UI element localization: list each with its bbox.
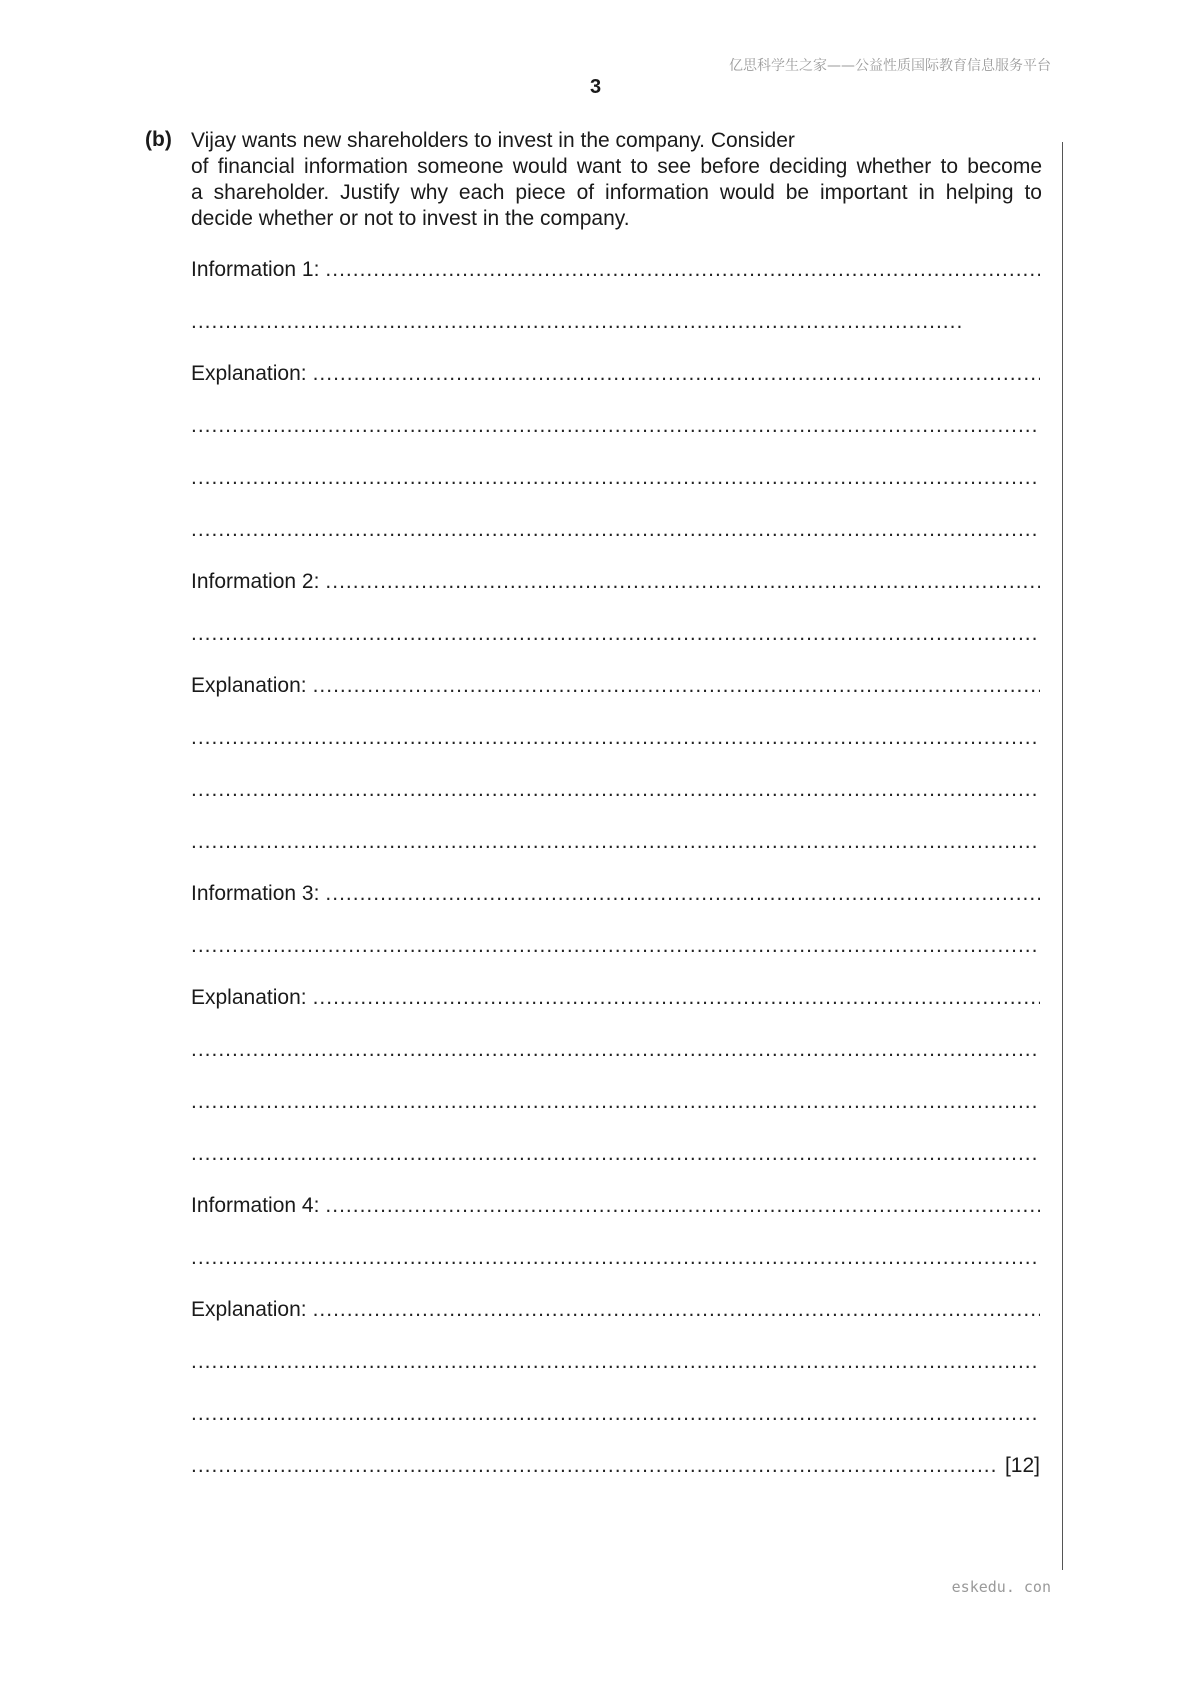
explanation-3-continuation-line[interactable] [191, 1089, 1040, 1115]
information-2-continuation-line[interactable] [191, 621, 1040, 647]
question-line: of financial information someone would want to see before deciding whether to become [191, 155, 1042, 178]
answer-dots [191, 1401, 1040, 1427]
marks-allocation: [12] [1004, 1454, 1040, 1477]
explanation-label: Explanation: [191, 986, 307, 1009]
question-part-label: (b) [145, 128, 172, 151]
explanation-2-continuation-line[interactable] [191, 777, 1040, 803]
answer-dots [191, 1037, 1040, 1063]
information-3-label: Information 3: [191, 882, 320, 905]
explanation-3-line[interactable] [191, 985, 1040, 1011]
answer-dots [191, 621, 1040, 647]
header-watermark: 亿思科学生之家——公益性质国际教育信息服务平台 [729, 58, 1051, 74]
information-1-label: Information 1: [191, 258, 320, 281]
margin-line [1062, 142, 1063, 1570]
answer-dots [313, 673, 1040, 699]
answer-dots [325, 1193, 1040, 1219]
explanation-3-continuation-line[interactable] [191, 1141, 1040, 1167]
explanation-label: Explanation: [191, 1298, 307, 1321]
explanation-2-line[interactable] [191, 673, 1040, 699]
answer-dots [313, 1297, 1040, 1323]
answer-dots [191, 1349, 1040, 1375]
explanation-1-continuation-line[interactable] [191, 413, 1040, 439]
explanation-2-continuation-line[interactable] [191, 725, 1040, 751]
explanation-4-final-line[interactable] [191, 1453, 1040, 1479]
question-line: a shareholder. Justify why each piece of information would be important in helping to [191, 181, 1042, 204]
explanation-label: Explanation: [191, 362, 307, 385]
information-3-continuation-line[interactable] [191, 933, 1040, 959]
footer-watermark: eskedu. con [951, 1578, 1051, 1596]
explanation-1-line[interactable] [191, 361, 1040, 387]
information-3-line[interactable] [191, 881, 1040, 907]
answer-dots [325, 257, 1040, 283]
answer-dots [191, 933, 1040, 959]
answer-dots [191, 465, 1040, 491]
question-text [191, 128, 1042, 232]
answer-dots [325, 569, 1040, 595]
explanation-label: Explanation: [191, 674, 307, 697]
information-4-label: Information 4: [191, 1194, 320, 1217]
answer-dots [191, 725, 1040, 751]
explanation-3-continuation-line[interactable] [191, 1037, 1040, 1063]
information-1-line[interactable] [191, 257, 1040, 283]
information-1-continuation-line[interactable] [191, 309, 965, 335]
answer-dots [325, 881, 1040, 907]
information-2-line[interactable] [191, 569, 1040, 595]
answer-dots [191, 1453, 995, 1479]
explanation-1-continuation-line[interactable] [191, 517, 1040, 543]
answer-dots [191, 1089, 1040, 1115]
answer-dots [313, 985, 1040, 1011]
explanation-2-continuation-line[interactable] [191, 829, 1040, 855]
answer-dots [191, 829, 1040, 855]
explanation-1-continuation-line[interactable] [191, 465, 1040, 491]
explanation-4-continuation-line[interactable] [191, 1401, 1040, 1427]
question-line: decide whether or not to invest in the company. [191, 207, 630, 230]
question-line: Vijay wants new shareholders to invest in the company. Consider [191, 129, 795, 152]
answer-dots [191, 309, 965, 335]
information-2-label: Information 2: [191, 570, 320, 593]
answer-dots [313, 361, 1040, 387]
explanation-4-line[interactable] [191, 1297, 1040, 1323]
answer-dots [191, 413, 1040, 439]
answer-dots [191, 777, 1040, 803]
information-4-continuation-line[interactable] [191, 1245, 1040, 1271]
explanation-4-continuation-line[interactable] [191, 1349, 1040, 1375]
answer-dots [191, 1141, 1040, 1167]
page-number: 3 [589, 76, 602, 98]
information-4-line[interactable] [191, 1193, 1040, 1219]
answer-dots [191, 517, 1040, 543]
answer-dots [191, 1245, 1040, 1271]
